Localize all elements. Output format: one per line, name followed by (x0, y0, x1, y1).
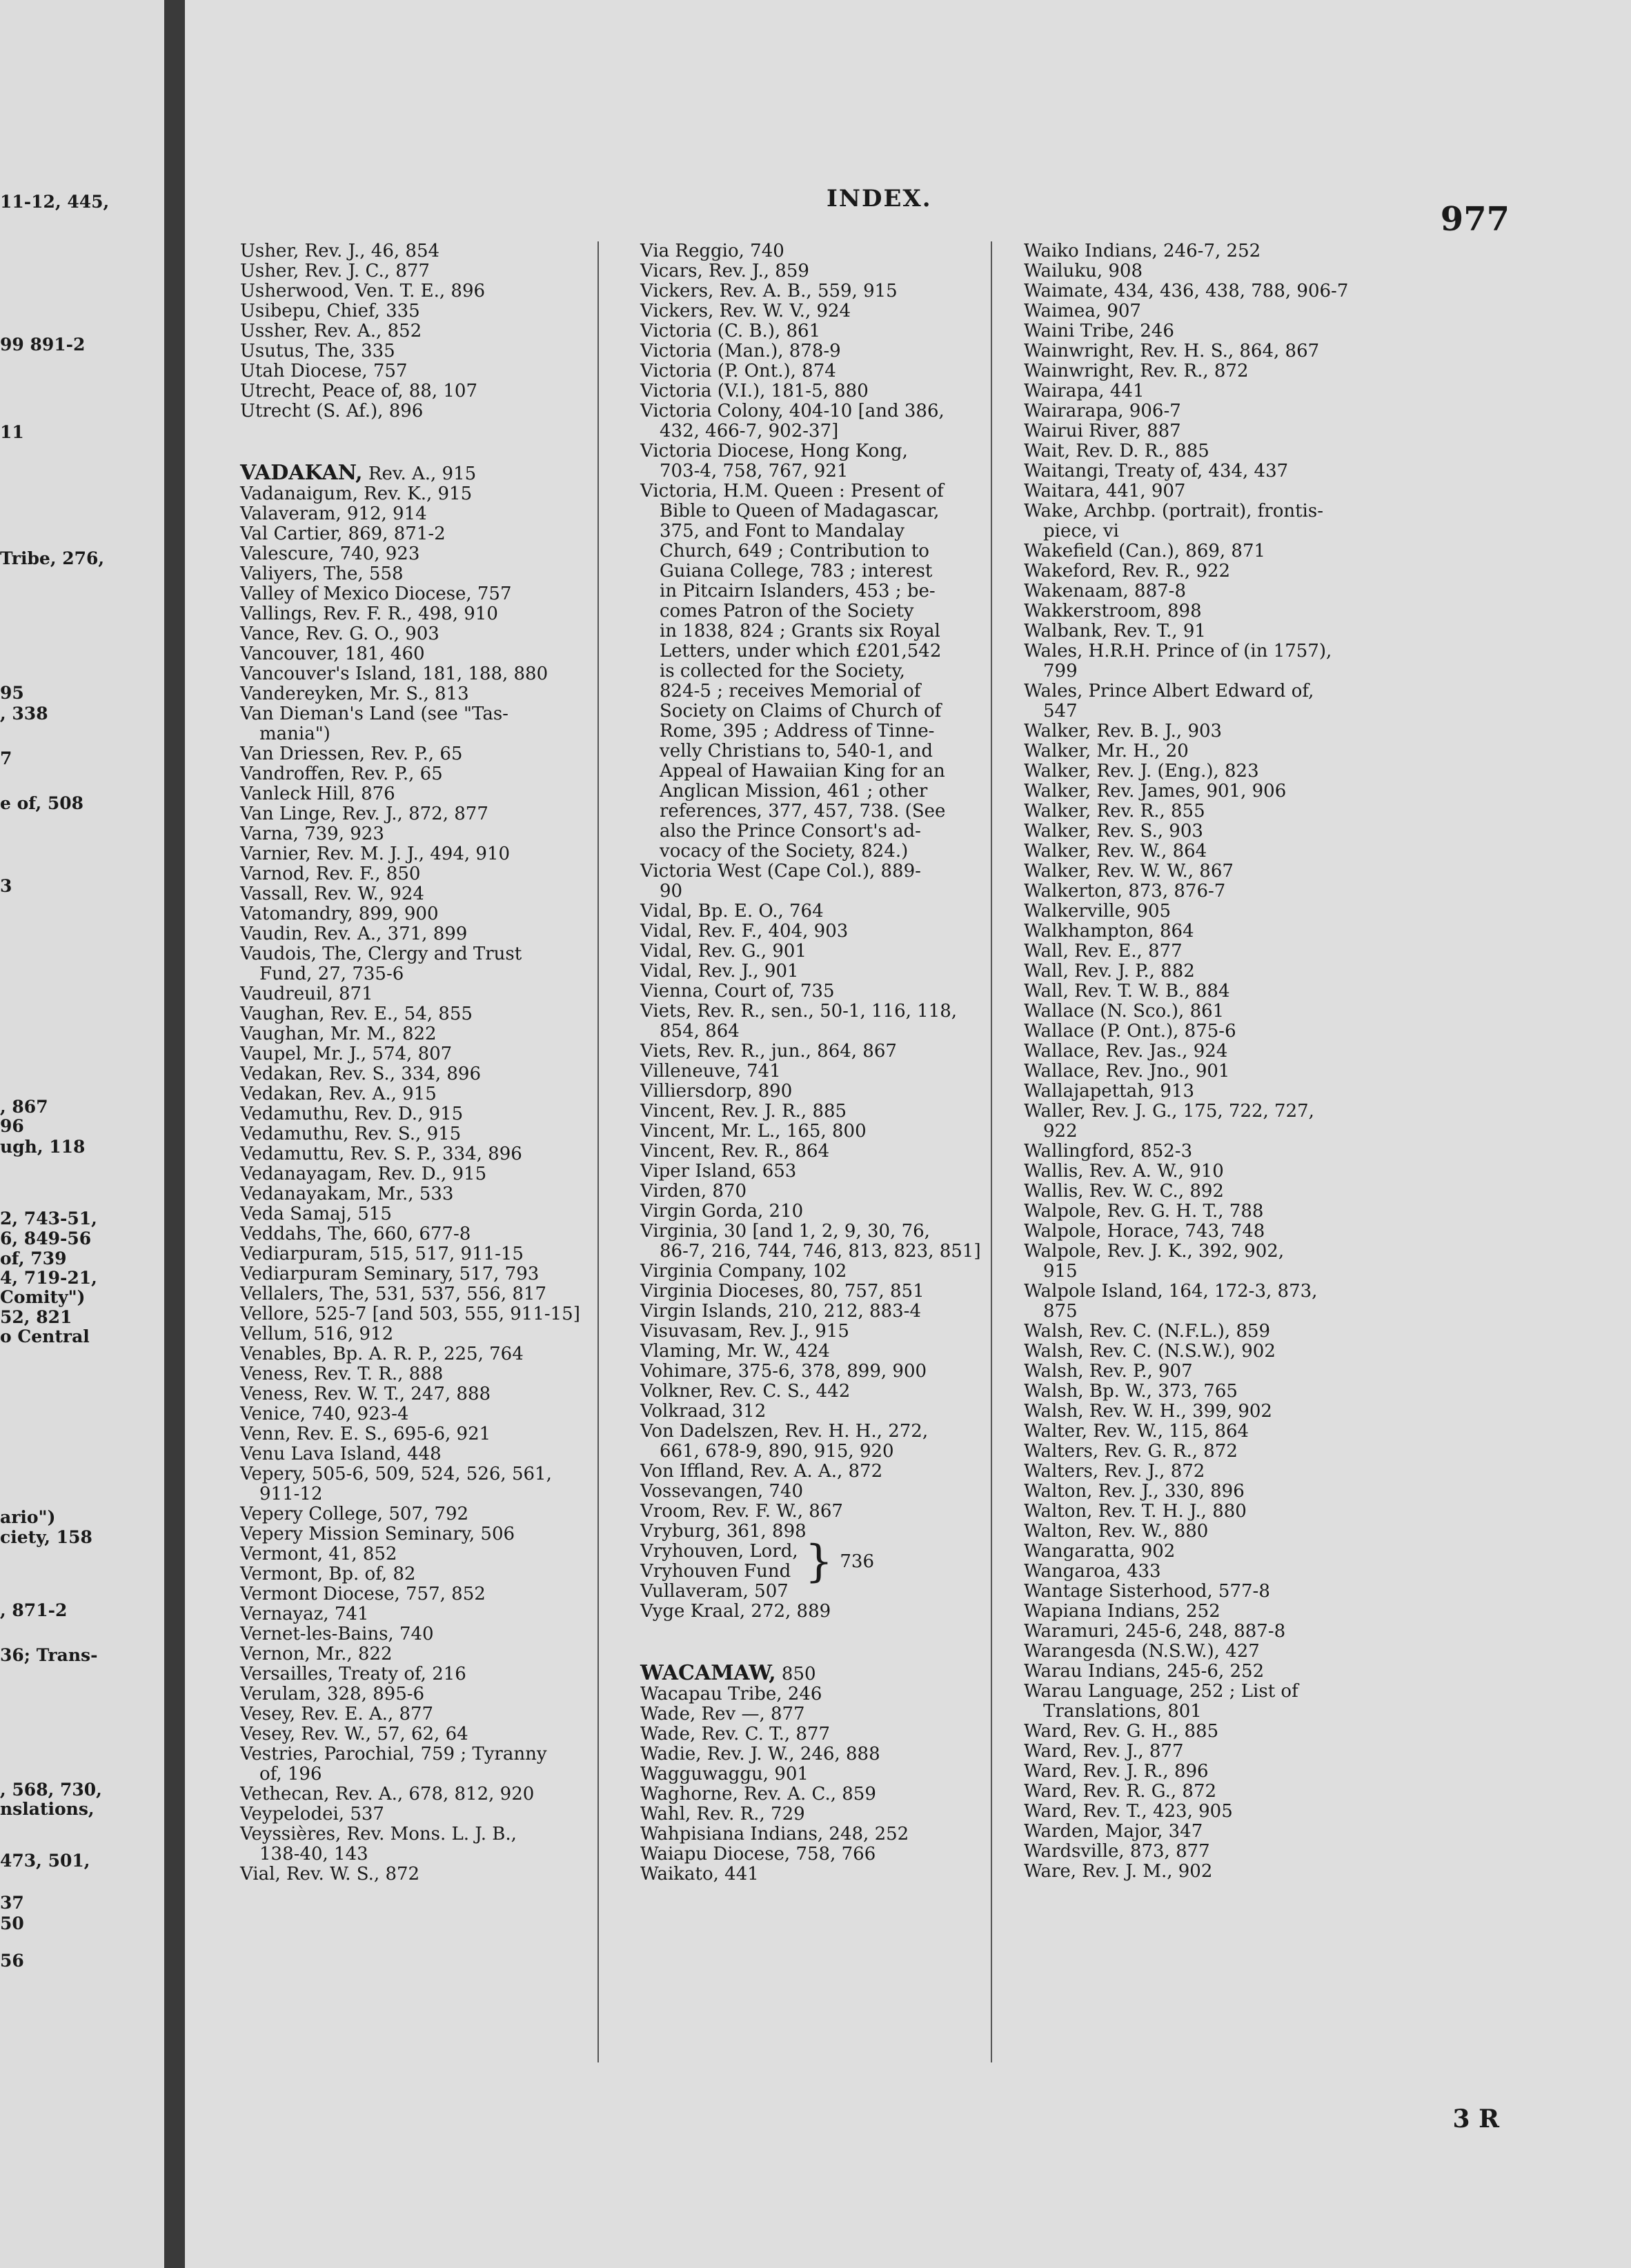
index-entry: Walter, Rev. W., 115, 864 (1024, 1421, 1249, 1442)
index-entry-continuation: is collected for the Society, (660, 661, 905, 682)
index-entry-continuation: in Pitcairn Islanders, 453 ; be- (660, 581, 936, 601)
index-entry-continuation: 432, 466-7, 902-37] (660, 421, 839, 441)
index-entry: Vohimare, 375-6, 378, 899, 900 (640, 1361, 927, 1382)
facing-page-text: 96 (0, 1116, 24, 1136)
facing-page-text: , 338 (0, 704, 48, 724)
signature-mark: 3 R (1452, 2105, 1499, 2133)
index-entry: Vedamuthu, Rev. D., 915 (240, 1104, 464, 1124)
facing-page-text: Tribe, 276, (0, 548, 105, 568)
index-entry-continuation: 138-40, 143 (259, 1844, 368, 1864)
index-entry-continuation: Letters, under which £201,542 (660, 641, 942, 662)
index-entry: Wall, Rev. T. W. B., 884 (1024, 981, 1230, 1002)
index-entry: Wales, Prince Albert Edward of, (1024, 681, 1314, 702)
index-entry: Ward, Rev. R. G., 872 (1024, 1781, 1217, 1802)
index-entry: Vancouver's Island, 181, 188, 880 (240, 664, 548, 684)
index-entry: Vellore, 525-7 [and 503, 555, 911-15] (240, 1304, 580, 1324)
index-entry: Wailuku, 908 (1024, 261, 1143, 281)
index-entry: Vellalers, The, 531, 537, 556, 817 (240, 1284, 547, 1304)
page-header-title: INDEX. (827, 185, 932, 212)
index-entry: Utrecht, Peace of, 88, 107 (240, 381, 478, 401)
index-entry: Vaudin, Rev. A., 371, 899 (240, 924, 468, 944)
index-entry: Vidal, Rev. J., 901 (640, 961, 799, 982)
index-entry: Viper Island, 653 (640, 1161, 797, 1182)
index-entry: Vassall, Rev. W., 924 (240, 884, 424, 904)
facing-page-text: 56 (0, 1951, 24, 1971)
index-section-entry (240, 463, 580, 484)
index-entry: Walker, Rev. W. W., 867 (1024, 861, 1234, 882)
index-entry: Ussher, Rev. A., 852 (240, 321, 422, 341)
index-entry-continuation: Translations, 801 (1043, 1701, 1202, 1722)
index-entry: Walters, Rev. G. R., 872 (1024, 1441, 1238, 1462)
index-entry: Vaudois, The, Clergy and Trust (240, 944, 522, 964)
index-entry: Vandroffen, Rev. P., 65 (240, 764, 443, 784)
index-entry: Vienna, Court of, 735 (640, 981, 835, 1002)
index-entry: Virgin Islands, 210, 212, 883-4 (640, 1301, 921, 1322)
index-entry: Wait, Rev. D. R., 885 (1024, 441, 1209, 461)
index-entry: Vedakan, Rev. A., 915 (240, 1084, 437, 1104)
index-entry: Venables, Bp. A. R. P., 225, 764 (240, 1344, 524, 1364)
index-column-1 (240, 241, 580, 1884)
index-entry: Viets, Rev. R., jun., 864, 867 (640, 1041, 897, 1062)
index-entry: Vedanayakam, Mr., 533 (240, 1184, 454, 1204)
index-entry: Vernet-les-Bains, 740 (240, 1624, 434, 1644)
facing-page-text: 11-12, 445, (0, 192, 110, 212)
index-entry-continuation: Fund, 27, 735-6 (259, 964, 404, 984)
index-entry-continuation: in 1838, 824 ; Grants six Royal (660, 621, 940, 641)
index-entry: Vestries, Parochial, 759 ; Tyranny (240, 1744, 547, 1764)
index-entry: Victoria, H.M. Queen : Present of (640, 481, 944, 501)
index-entry: Walsh, Rev. P., 907 (1024, 1361, 1193, 1382)
facing-page-text: 6, 849-56 (0, 1228, 92, 1249)
index-entry-continuation: velly Christians to, 540-1, and (660, 741, 933, 762)
index-entry: Vallings, Rev. F. R., 498, 910 (240, 604, 498, 624)
facing-page-text: of, 739 (0, 1249, 67, 1269)
column-rule (991, 241, 992, 2062)
index-entry: Vethecan, Rev. A., 678, 812, 920 (240, 1784, 535, 1804)
index-entry: Walkerton, 873, 876-7 (1024, 881, 1226, 902)
index-entry: Virginia, 30 [and 1, 2, 9, 30, 76, (640, 1221, 930, 1242)
index-entry: Van Linge, Rev. J., 872, 877 (240, 804, 488, 824)
facing-page-fragment (0, 0, 164, 2268)
index-entry: Valaveram, 912, 914 (240, 504, 427, 524)
index-entry-continuation: Bible to Queen of Madagascar, (660, 501, 940, 521)
index-entry: Vincent, Rev. J. R., 885 (640, 1101, 847, 1122)
index-entry: Vesey, Rev. E. A., 877 (240, 1704, 434, 1724)
index-entry: Waghorne, Rev. A. C., 859 (640, 1784, 876, 1804)
index-entry: Waitangi, Treaty of, 434, 437 (1024, 461, 1289, 481)
index-entry-continuation: 911-12 (259, 1484, 323, 1504)
index-entry: Walker, Mr. H., 20 (1024, 741, 1189, 762)
index-entry: Vepery Mission Seminary, 506 (240, 1524, 515, 1544)
facing-page-text: 4, 719-21, (0, 1268, 97, 1288)
index-entry: Vryhouven, Lord, (640, 1541, 798, 1562)
index-entry: Wairui River, 887 (1024, 421, 1181, 441)
index-entry: Waiko Indians, 246-7, 252 (1024, 241, 1261, 261)
index-entry: Vincent, Rev. R., 864 (640, 1141, 830, 1162)
index-entry-group (640, 1536, 981, 1587)
index-entry: Vediarpuram Seminary, 517, 793 (240, 1264, 540, 1284)
facing-page-text: , 871-2 (0, 1600, 68, 1620)
index-entry: Virgin Gorda, 210 (640, 1201, 804, 1222)
index-entry-continuation: 547 (1043, 701, 1078, 722)
facing-page-text: 52, 821 (0, 1307, 72, 1327)
index-entry: Waikato, 441 (640, 1864, 759, 1884)
index-entry: Wallingford, 852-3 (1024, 1141, 1193, 1162)
index-entry: Via Reggio, 740 (640, 241, 784, 261)
index-entry: Vermont, 41, 852 (240, 1544, 397, 1564)
index-entry: Vaudreuil, 871 (240, 984, 373, 1004)
index-entry: Walsh, Rev. C. (N.F.L.), 859 (1024, 1321, 1271, 1342)
index-entry: Waimea, 907 (1024, 301, 1141, 321)
index-entry: Vaughan, Mr. M., 822 (240, 1024, 437, 1044)
index-entry: Wallace, Rev. Jno., 901 (1024, 1061, 1230, 1082)
index-entry: Walker, Rev. W., 864 (1024, 841, 1207, 862)
index-entry: Vullaveram, 507 (640, 1581, 789, 1602)
facing-page-text: e of, 508 (0, 793, 84, 813)
index-entry: Veyssières, Rev. Mons. L. J. B., (240, 1824, 517, 1844)
index-entry-continuation: 922 (1043, 1121, 1078, 1142)
index-entry: Vincent, Mr. L., 165, 800 (640, 1121, 867, 1142)
brace-mark: } (804, 1536, 833, 1587)
facing-page-text: 95 (0, 683, 24, 703)
index-entry-continuation: Guiana College, 783 ; interest (660, 561, 933, 581)
index-entry: Veda Samaj, 515 (240, 1204, 392, 1224)
index-entry-text: Rev. A., 915 (362, 464, 477, 484)
index-entry: Vermont, Bp. of, 82 (240, 1564, 416, 1584)
index-entry: Walkerville, 905 (1024, 901, 1172, 922)
facing-page-text: 99 891-2 (0, 335, 86, 355)
index-entry: Vroom, Rev. F. W., 867 (640, 1501, 843, 1522)
index-entry: Walton, Rev. T. H. J., 880 (1024, 1501, 1247, 1522)
index-entry-continuation: references, 377, 457, 738. (See (660, 801, 946, 822)
index-entry: Waitara, 441, 907 (1024, 481, 1186, 501)
index-entry: Ward, Rev. G. H., 885 (1024, 1721, 1219, 1742)
index-entry: Victoria (V.I.), 181-5, 880 (640, 381, 869, 401)
index-entry-text: 850 (775, 1664, 816, 1684)
index-entry: Vedanayagam, Rev. D., 915 (240, 1164, 487, 1184)
index-entry: Wall, Rev. J. P., 882 (1024, 961, 1195, 982)
index-entry: Vatomandry, 899, 900 (240, 904, 439, 924)
facing-page-text: 36; Trans- (0, 1645, 98, 1665)
index-entry-continuation: 703-4, 758, 767, 921 (660, 461, 849, 481)
index-entry: Wangaroa, 433 (1024, 1561, 1161, 1582)
index-entry: Walker, Rev. James, 901, 906 (1024, 781, 1287, 802)
index-entry: Vicars, Rev. J., 859 (640, 261, 809, 281)
facing-page-text: , 568, 730, (0, 1780, 102, 1800)
index-entry: Wakenaam, 887-8 (1024, 581, 1186, 601)
index-entry: Vaupel, Mr. J., 574, 807 (240, 1044, 453, 1064)
index-entry: Wagguwaggu, 901 (640, 1764, 809, 1784)
facing-page-text: nslations, (0, 1799, 95, 1819)
index-entry: Wallis, Rev. A. W., 910 (1024, 1161, 1224, 1182)
index-entry: Vedamuttu, Rev. S. P., 334, 896 (240, 1144, 522, 1164)
index-entry: Vernon, Mr., 822 (240, 1644, 393, 1664)
facing-page-text: o Central (0, 1326, 90, 1346)
index-entry: Valiyers, The, 558 (240, 564, 404, 584)
index-entry: Ward, Rev. J., 877 (1024, 1741, 1184, 1762)
index-entry: Valley of Mexico Diocese, 757 (240, 584, 512, 604)
index-entry: Vryhouven Fund (640, 1561, 791, 1582)
index-entry: Van Dieman's Land (see "Tas- (240, 704, 508, 724)
index-entry: Walters, Rev. J., 872 (1024, 1461, 1205, 1482)
index-entry: Usher, Rev. J. C., 877 (240, 261, 430, 281)
index-entry: Wacapau Tribe, 246 (640, 1684, 822, 1704)
index-entry-continuation: piece, vi (1043, 521, 1119, 541)
index-entry: Walpole Island, 164, 172-3, 873, (1024, 1281, 1318, 1302)
index-entry: Victoria Colony, 404-10 [and 386, (640, 401, 945, 421)
index-entry: Wairarapa, 906-7 (1024, 401, 1181, 421)
index-entry: Vidal, Rev. F., 404, 903 (640, 921, 849, 942)
page-number: 977 (1440, 200, 1510, 239)
index-entry: Vermont Diocese, 757, 852 (240, 1584, 486, 1604)
index-entry-continuation: comes Patron of the Society (660, 601, 914, 621)
facing-page-text: 50 (0, 1913, 24, 1933)
index-entry: Walker, Rev. J. (Eng.), 823 (1024, 761, 1259, 782)
section-letter-heading: WACAMAW, (640, 1661, 776, 1685)
index-entry: Vadanaigum, Rev. K., 915 (240, 484, 473, 504)
index-entry-continuation: Society on Claims of Church of (660, 701, 942, 722)
index-entry: Ware, Rev. J. M., 902 (1024, 1861, 1213, 1882)
facing-page-text: , 867 (0, 1097, 48, 1117)
index-entry: Warau Language, 252 ; List of (1024, 1681, 1298, 1702)
index-entry: Wallace (P. Ont.), 875-6 (1024, 1021, 1236, 1042)
index-entry: Verulam, 328, 895-6 (240, 1684, 425, 1704)
facing-page-text: ugh, 118 (0, 1137, 86, 1157)
index-entry: Usibepu, Chief, 335 (240, 301, 420, 321)
index-entry: Walton, Rev. W., 880 (1024, 1521, 1209, 1542)
index-entry-continuation: 661, 678-9, 890, 915, 920 (660, 1441, 894, 1462)
index-entry: Usherwood, Ven. T. E., 896 (240, 281, 486, 301)
index-entry: Val Cartier, 869, 871-2 (240, 524, 446, 544)
index-section-entry (640, 1663, 981, 1684)
index-entry: Veness, Rev. W. T., 247, 888 (240, 1384, 491, 1404)
index-entry: Waimate, 434, 436, 438, 788, 906-7 (1024, 281, 1349, 301)
index-entry: Vryburg, 361, 898 (640, 1521, 807, 1542)
index-entry: Wall, Rev. E., 877 (1024, 941, 1183, 962)
index-entry-continuation: mania") (259, 724, 330, 744)
index-entry: Vancouver, 181, 460 (240, 644, 425, 664)
index-entry-continuation: 799 (1043, 661, 1078, 682)
index-entry-continuation: 915 (1043, 1261, 1078, 1282)
index-entry: Vaughan, Rev. E., 54, 855 (240, 1004, 473, 1024)
index-entry: Vandereyken, Mr. S., 813 (240, 684, 469, 704)
index-entry: Versailles, Treaty of, 216 (240, 1664, 466, 1684)
index-entry: Walbank, Rev. T., 91 (1024, 621, 1206, 641)
facing-page-text: 37 (0, 1893, 24, 1913)
index-entry: Volkner, Rev. C. S., 442 (640, 1381, 851, 1402)
index-entry: Visuvasam, Rev. J., 915 (640, 1321, 849, 1342)
index-entry: Wakefield (Can.), 869, 871 (1024, 541, 1266, 561)
index-entry: Ward, Rev. J. R., 896 (1024, 1761, 1209, 1782)
index-column-3 (1024, 241, 1348, 1882)
index-entry: Vyge Kraal, 272, 889 (640, 1601, 831, 1622)
index-entry: Venice, 740, 923-4 (240, 1404, 409, 1424)
index-entry: Usher, Rev. J., 46, 854 (240, 241, 440, 261)
index-entry: Veypelodei, 537 (240, 1804, 384, 1824)
index-entry: Vidal, Rev. G., 901 (640, 941, 807, 962)
index-entry: Wade, Rev —, 877 (640, 1704, 805, 1724)
index-entry: Warangesda (N.S.W.), 427 (1024, 1641, 1260, 1662)
index-entry: Wadie, Rev. J. W., 246, 888 (640, 1744, 880, 1764)
index-entry: Venu Lava Island, 448 (240, 1444, 442, 1464)
index-entry: Wainwright, Rev. R., 872 (1024, 361, 1249, 381)
index-entry: Wallajapettah, 913 (1024, 1081, 1194, 1102)
index-entry: Vesey, Rev. W., 57, 62, 64 (240, 1724, 468, 1744)
index-entry: Vellum, 516, 912 (240, 1324, 394, 1344)
index-entry-continuation: vocacy of the Society, 824.) (660, 841, 909, 862)
index-entry: Waller, Rev. J. G., 175, 722, 727, (1024, 1101, 1314, 1122)
index-entry: Utah Diocese, 757 (240, 361, 408, 381)
index-entry: Wallace (N. Sco.), 861 (1024, 1001, 1225, 1022)
index-entry: Vickers, Rev. W. V., 924 (640, 301, 851, 321)
index-page (185, 0, 1631, 2268)
facing-page-text: 11 (0, 422, 24, 442)
index-entry: Vanleck Hill, 876 (240, 784, 395, 804)
index-entry: Villeneuve, 741 (640, 1061, 781, 1082)
index-entry: Wahpisiana Indians, 248, 252 (640, 1824, 909, 1844)
index-entry: Viets, Rev. R., sen., 50-1, 116, 118, (640, 1001, 958, 1022)
index-column-2 (640, 241, 981, 1884)
index-entry: Waramuri, 245-6, 248, 887-8 (1024, 1621, 1286, 1642)
section-gap (240, 421, 580, 463)
index-entry: Veddahs, The, 660, 677-8 (240, 1224, 471, 1244)
index-entry: Villiersdorp, 890 (640, 1081, 793, 1102)
index-entry-continuation: of, 196 (259, 1764, 322, 1784)
index-entry: Victoria (Man.), 878-9 (640, 341, 841, 361)
facing-page-text: ciety, 158 (0, 1527, 92, 1547)
index-entry: Wales, H.R.H. Prince of (in 1757), (1024, 641, 1332, 662)
index-entry: Usutus, The, 335 (240, 341, 395, 361)
index-page-ref: 736 (840, 1551, 875, 1572)
index-entry: Vossevangen, 740 (640, 1481, 803, 1502)
index-entry: Vediarpuram, 515, 517, 911-15 (240, 1244, 524, 1264)
index-entry: Walkhampton, 864 (1024, 921, 1194, 942)
facing-page-text: 7 (0, 748, 12, 768)
index-entry: Warden, Major, 347 (1024, 1821, 1203, 1842)
index-entry: Walton, Rev. J., 330, 896 (1024, 1481, 1245, 1502)
index-entry-continuation: also the Prince Consort's ad- (660, 821, 921, 842)
index-entry-continuation: 375, and Font to Mandalay (660, 521, 905, 541)
index-entry: Vlaming, Mr. W., 424 (640, 1341, 830, 1362)
index-entry: Von Iffland, Rev. A. A., 872 (640, 1461, 883, 1482)
index-entry: Wallis, Rev. W. C., 892 (1024, 1181, 1224, 1202)
index-entry: Van Driessen, Rev. P., 65 (240, 744, 463, 764)
index-entry: Varna, 739, 923 (240, 824, 384, 844)
index-entry-continuation: 90 (660, 881, 683, 902)
index-entry: Virden, 870 (640, 1181, 747, 1202)
index-entry: Volkraad, 312 (640, 1401, 767, 1422)
book-gutter (164, 0, 185, 2268)
facing-page-text: ario") (0, 1507, 56, 1527)
index-entry: Walker, Rev. B. J., 903 (1024, 721, 1223, 742)
index-entry: Wainwright, Rev. H. S., 864, 867 (1024, 341, 1320, 361)
index-entry: Von Dadelszen, Rev. H. H., 272, (640, 1421, 929, 1442)
facing-page-text: 2, 743-51, (0, 1208, 97, 1228)
index-entry: Vial, Rev. W. S., 872 (240, 1864, 420, 1884)
index-entry: Vidal, Bp. E. O., 764 (640, 901, 824, 922)
index-entry: Victoria (P. Ont.), 874 (640, 361, 836, 381)
index-entry: Valescure, 740, 923 (240, 544, 420, 564)
column-rule (597, 241, 599, 2062)
index-entry: Virginia Company, 102 (640, 1261, 847, 1282)
index-entry: Varnier, Rev. M. J. J., 494, 910 (240, 844, 511, 864)
section-gap (640, 1622, 981, 1663)
index-entry: Wairapa, 441 (1024, 381, 1145, 401)
index-entry: Varnod, Rev. F., 850 (240, 864, 421, 884)
index-entry: Walsh, Bp. W., 373, 765 (1024, 1381, 1238, 1402)
index-entry: Wapiana Indians, 252 (1024, 1601, 1220, 1622)
index-entry: Waiapu Diocese, 758, 766 (640, 1844, 876, 1864)
index-entry: Wallace, Rev. Jas., 924 (1024, 1041, 1228, 1062)
index-entry: Utrecht (S. Af.), 896 (240, 401, 424, 421)
facing-page-text: 3 (0, 876, 12, 896)
index-entry: Walker, Rev. R., 855 (1024, 801, 1205, 822)
index-entry: Wakkerstroom, 898 (1024, 601, 1202, 621)
index-entry: Victoria West (Cape Col.), 889- (640, 861, 921, 882)
index-entry: Vernayaz, 741 (240, 1604, 369, 1624)
index-entry: Wahl, Rev. R., 729 (640, 1804, 805, 1824)
index-entry: Walsh, Rev. W. H., 399, 902 (1024, 1401, 1272, 1422)
index-entry-continuation: 86-7, 216, 744, 746, 813, 823, 851] (660, 1241, 981, 1262)
section-letter-heading: VADAKAN, (240, 461, 363, 485)
index-entry-continuation: Rome, 395 ; Address of Tinne- (660, 721, 935, 742)
index-entry: Wardsville, 873, 877 (1024, 1841, 1210, 1862)
index-entry: Wake, Archbp. (portrait), frontis- (1024, 501, 1323, 521)
index-entry: Venn, Rev. E. S., 695-6, 921 (240, 1424, 491, 1444)
index-entry-continuation: Anglican Mission, 461 ; other (660, 781, 928, 802)
facing-page-text: 473, 501, (0, 1851, 90, 1871)
index-entry: Victoria (C. B.), 861 (640, 321, 821, 341)
facing-page-text: Comity") (0, 1287, 86, 1307)
index-entry: Walker, Rev. S., 903 (1024, 821, 1203, 842)
index-entry: Wakeford, Rev. R., 922 (1024, 561, 1231, 581)
index-entry: Victoria Diocese, Hong Kong, (640, 441, 908, 461)
index-entry-continuation: Appeal of Hawaiian King for an (660, 761, 945, 782)
index-entry: Wade, Rev. C. T., 877 (640, 1724, 831, 1744)
index-entry: Vepery, 505-6, 509, 524, 526, 561, (240, 1464, 552, 1484)
index-entry: Wantage Sisterhood, 577-8 (1024, 1581, 1270, 1602)
index-entry: Walpole, Horace, 743, 748 (1024, 1221, 1265, 1242)
index-entry: Waini Tribe, 246 (1024, 321, 1174, 341)
index-entry: Walpole, Rev. J. K., 392, 902, (1024, 1241, 1285, 1262)
index-entry: Walpole, Rev. G. H. T., 788 (1024, 1201, 1264, 1222)
index-entry: Vance, Rev. G. O., 903 (240, 624, 439, 644)
index-entry: Ward, Rev. T., 423, 905 (1024, 1801, 1233, 1822)
index-entry: Warau Indians, 245-6, 252 (1024, 1661, 1265, 1682)
index-entry-continuation: 824-5 ; receives Memorial of (660, 681, 921, 702)
index-entry: Vickers, Rev. A. B., 559, 915 (640, 281, 898, 301)
index-entry: Vepery College, 507, 792 (240, 1504, 469, 1524)
index-entry: Veness, Rev. T. R., 888 (240, 1364, 444, 1384)
index-entry: Wangaratta, 902 (1024, 1541, 1176, 1562)
index-entry-continuation: 854, 864 (660, 1021, 740, 1042)
index-entry: Vedakan, Rev. S., 334, 896 (240, 1064, 482, 1084)
index-entry-continuation: 875 (1043, 1301, 1078, 1322)
index-entry: Walsh, Rev. C. (N.S.W.), 902 (1024, 1341, 1276, 1362)
index-entry-continuation: Church, 649 ; Contribution to (660, 541, 929, 561)
index-entry: Vedamuthu, Rev. S., 915 (240, 1124, 462, 1144)
index-entry: Virginia Dioceses, 80, 757, 851 (640, 1281, 925, 1302)
